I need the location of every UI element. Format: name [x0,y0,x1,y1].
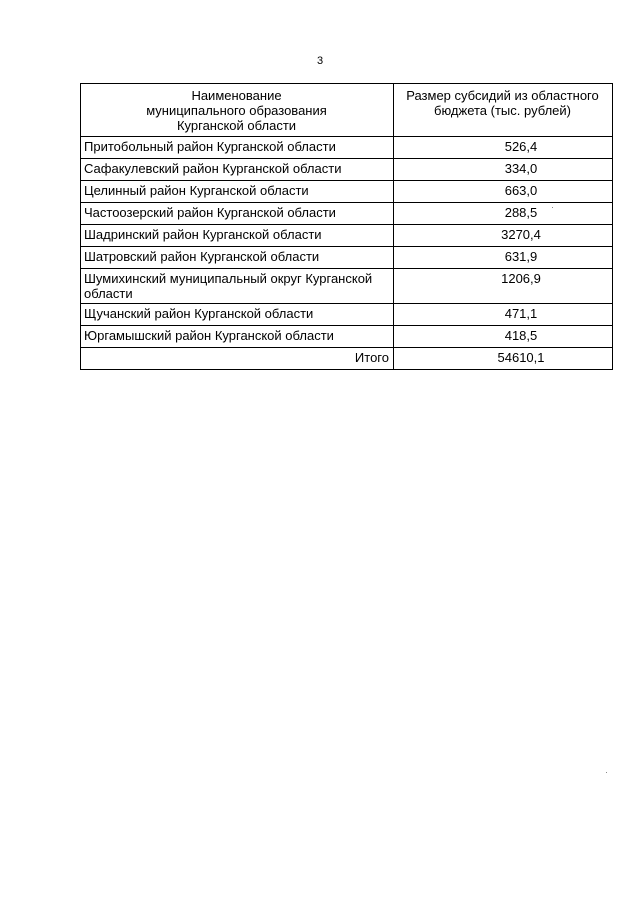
header-municipality-line: муниципального образования [146,103,327,118]
municipality-name: Притобольный район Курганской области [81,137,394,159]
table-row [81,269,613,304]
table-row [81,304,613,326]
table-row [81,137,613,159]
municipality-name: Щучанский район Курганской области [81,304,394,326]
header-municipality-line: Наименование [191,88,282,103]
subsidy-amount: 631,9 [394,247,613,269]
municipality-name: Сафакулевский район Курганской области [81,159,394,181]
total-row [81,348,613,370]
header-municipality-line: Курганской области [176,118,297,133]
subsidy-amount: 418,5 [394,326,613,348]
municipality-name: Шадринский район Курганской области [81,225,394,247]
header-municipality [81,84,394,137]
subsidy-table [80,83,613,370]
table-row [81,225,613,247]
municipality-name: Частоозерский район Курганской области [81,203,394,225]
table-row [81,203,613,225]
table-row [81,181,613,203]
municipality-name: Шатровский район Курганской области [81,247,394,269]
header-amount-line: Размер субсидий из областного [406,88,599,103]
subsidy-amount: 1206,9 [394,269,613,304]
subsidy-amount: 663,0 [394,181,613,203]
table-header-row [81,84,613,137]
scan-speck [606,772,607,773]
scan-speck [552,207,553,208]
subsidy-amount: 334,0 [394,159,613,181]
municipality-name: Шумихинский муниципальный округ Курганской области [81,269,394,304]
table-row [81,247,613,269]
municipality-name: Юргамышский район Курганской области [81,326,394,348]
header-subsidy-amount [394,84,613,137]
total-label: Итого [81,348,394,370]
municipality-name: Целинный район Курганской области [81,181,394,203]
subsidy-amount: 3270,4 [394,225,613,247]
subsidy-amount: 288,5 [394,203,613,225]
table-row [81,159,613,181]
page-number: 3 [316,55,324,67]
subsidy-amount: 526,4 [394,137,613,159]
total-amount: 54610,1 [394,348,613,370]
table-row [81,326,613,348]
subsidy-amount: 471,1 [394,304,613,326]
header-amount-line: бюджета (тыс. рублей) [434,103,571,118]
